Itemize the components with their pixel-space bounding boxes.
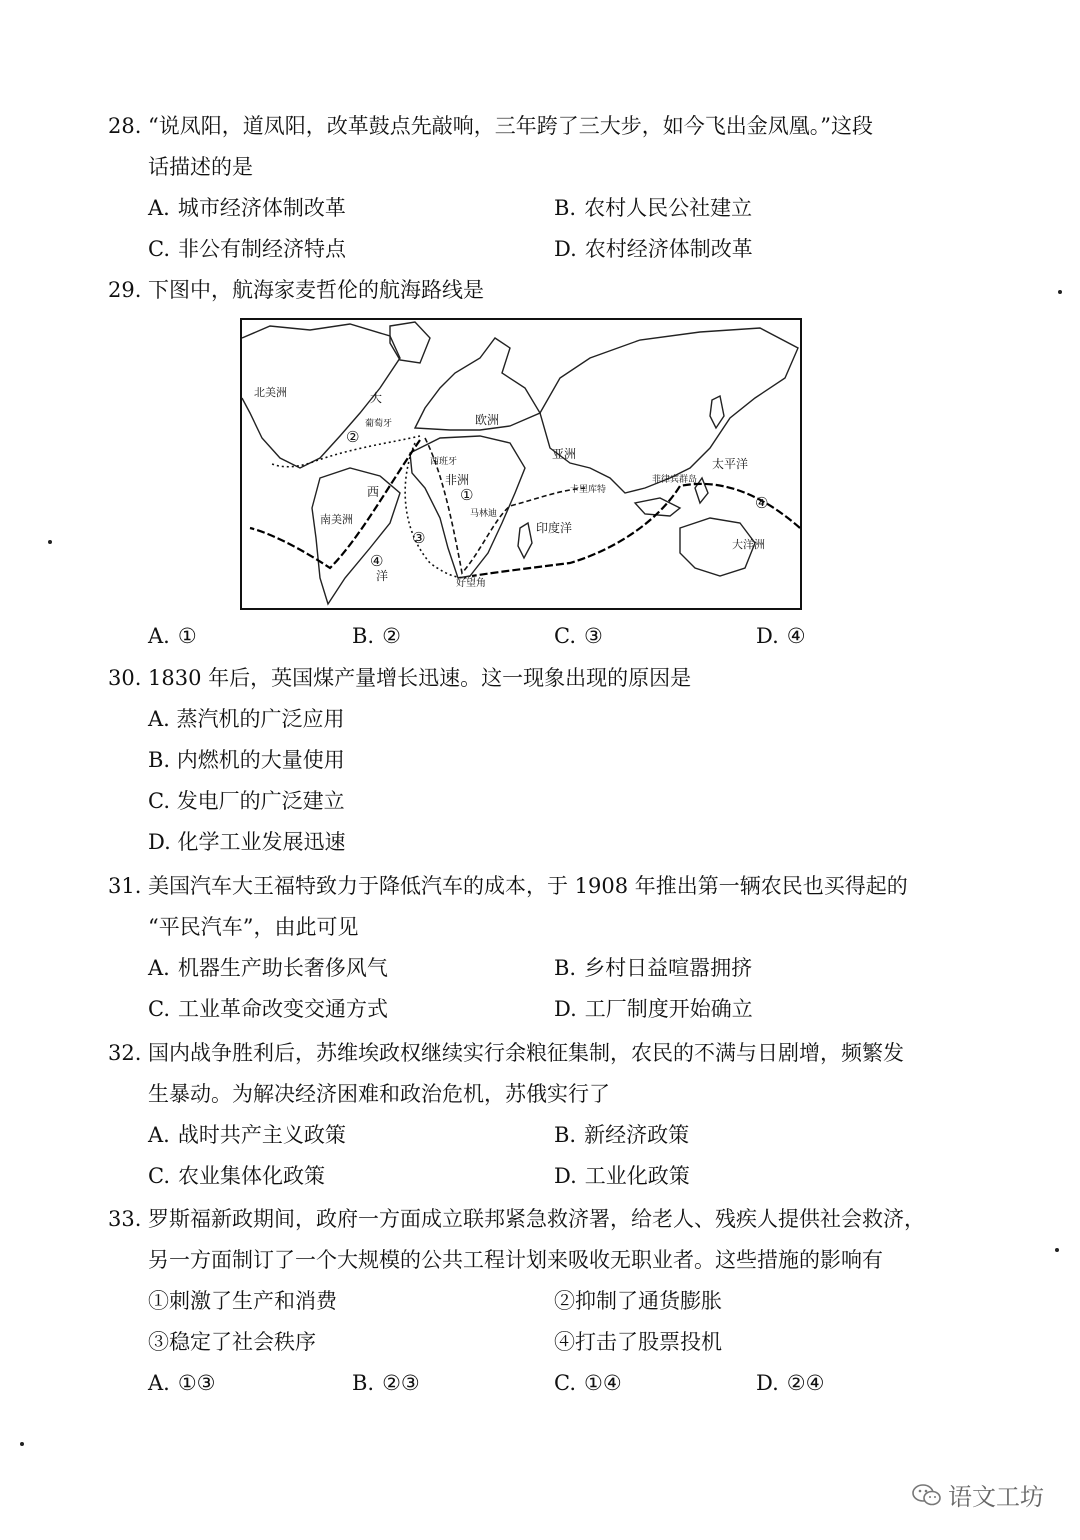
- option-c: C. ③: [554, 624, 603, 648]
- question-stem: 1830 年后，英国煤产量增长迅速。这一现象出现的原因是: [148, 666, 692, 690]
- options-row: [108, 1156, 948, 1197]
- label-europe: 欧洲: [475, 413, 500, 427]
- question-number: 31.: [108, 874, 142, 898]
- option-c: C. ①④: [554, 1371, 622, 1395]
- scan-speck: [48, 540, 52, 544]
- label-asia: 亚洲: [552, 447, 577, 461]
- options-row: [108, 229, 948, 270]
- scan-speck: [1058, 290, 1062, 294]
- option-b: B. 内燃机的大量使用: [148, 748, 345, 772]
- route-label-3: ③: [412, 529, 426, 547]
- label-pacific: 太平洋: [712, 457, 749, 471]
- option-a: A. ①: [148, 624, 197, 648]
- question-stem-cont: 另一方面制订了一个大规模的公共工程计划来吸收无职业者。这些措施的影响有: [148, 1248, 883, 1272]
- option-b: B. 新经济政策: [554, 1123, 690, 1147]
- options-row: [108, 948, 948, 989]
- scan-speck: [20, 1442, 24, 1446]
- label-malindi: 马林迪: [470, 509, 498, 519]
- label-cape: 好望角: [456, 578, 486, 589]
- question-number: 32.: [108, 1041, 142, 1065]
- option-d: D. ②④: [756, 1371, 825, 1395]
- statement-4: ④打击了股票投机: [554, 1330, 722, 1354]
- label-calicut: 卡里库特: [570, 485, 607, 495]
- option-b: B. ②③: [352, 1371, 420, 1395]
- label-indian-ocean: 印度洋: [536, 521, 573, 535]
- statement-3: ③稳定了社会秩序: [148, 1330, 316, 1354]
- question-29: [108, 270, 948, 311]
- options-row: [108, 1363, 948, 1404]
- scan-speck: [1055, 1248, 1059, 1252]
- option-c: C. 农业集体化政策: [148, 1164, 325, 1188]
- watermark-text: 语文工坊: [948, 1483, 1044, 1511]
- option-d: D. 工业化政策: [554, 1164, 690, 1188]
- option-d: D. ④: [756, 624, 806, 648]
- question-number: 30.: [108, 666, 142, 690]
- voyage-map: [240, 318, 802, 610]
- option-b: B. 乡村日益喧嚣拥挤: [554, 956, 753, 980]
- question-30: [108, 658, 948, 863]
- label-africa: 非洲: [445, 473, 470, 487]
- route-label-4-west: ④: [370, 552, 384, 570]
- question-stem: 美国汽车大王福特致力于降低汽车的成本，于 1908 年推出第一辆农民也买得起的: [148, 874, 908, 898]
- options-row: [108, 616, 948, 657]
- options-row: [108, 1115, 948, 1156]
- option-a: A. 城市经济体制改革: [148, 196, 346, 220]
- option-d: D. 工厂制度开始确立: [554, 997, 753, 1021]
- question-stem-cont: 生暴动。为解决经济困难和政治危机，苏俄实行了: [148, 1082, 610, 1106]
- option-b: B. 农村人民公社建立: [554, 196, 753, 220]
- statement-1: ①刺激了生产和消费: [148, 1289, 337, 1313]
- label-da: 大: [370, 391, 383, 405]
- label-philippines: 菲律宾群岛: [652, 475, 698, 485]
- label-portugal: 葡萄牙: [365, 419, 393, 429]
- option-c: C. 工业革命改变交通方式: [148, 997, 388, 1021]
- label-north-america: 北美洲: [254, 386, 287, 399]
- route-label-1: ①: [460, 486, 474, 504]
- question-stem: “说凤阳，道凤阳，改革鼓点先敲响，三年跨了三大步，如今飞出金凤凰。”这段: [148, 114, 873, 138]
- statement-2: ②抑制了通货膨胀: [554, 1289, 722, 1313]
- option-a: A. 机器生产助长奢侈风气: [148, 956, 388, 980]
- route-label-2: ②: [346, 428, 360, 446]
- option-d: D. 化学工业发展迅速: [148, 830, 346, 854]
- option-a: A. 战时共产主义政策: [148, 1123, 346, 1147]
- statements-row: [108, 1322, 948, 1363]
- question-stem-cont: “平民汽车”，由此可见: [148, 915, 359, 939]
- label-spain: 西班牙: [430, 457, 458, 467]
- route-label-4-east: ④: [755, 494, 769, 512]
- question-number: 28.: [108, 114, 142, 138]
- label-yang: 洋: [376, 569, 389, 583]
- question-33: [108, 1199, 948, 1404]
- question-stem: 国内战争胜利后，苏维埃政权继续实行余粮征集制，农民的不满与日剧增，频繁发: [148, 1041, 904, 1065]
- option-a: A. ①③: [148, 1371, 216, 1395]
- option-a: A. 蒸汽机的广泛应用: [148, 707, 345, 731]
- label-oceania: 大洋洲: [732, 538, 765, 551]
- question-29-options: [108, 616, 948, 657]
- question-28: [108, 106, 948, 270]
- question-32: [108, 1033, 948, 1197]
- option-d: D. 农村经济体制改革: [554, 237, 753, 261]
- label-xi: 西: [367, 485, 380, 499]
- question-stem: 罗斯福新政期间，政府一方面成立联邦紧急救济署，给老人、残疾人提供社会救济，: [148, 1207, 925, 1231]
- option-c: C. 非公有制经济特点: [148, 237, 346, 261]
- label-south-america: 南美洲: [320, 513, 353, 526]
- wechat-icon: [912, 1483, 942, 1507]
- question-stem-cont: 话描述的是: [148, 155, 253, 179]
- question-31: [108, 866, 948, 1030]
- options-row: [108, 989, 948, 1030]
- question-number: 29.: [108, 278, 142, 302]
- option-c: C. 发电厂的广泛建立: [148, 789, 345, 813]
- question-stem: 下图中，航海家麦哲伦的航海路线是: [148, 278, 484, 302]
- option-b: B. ②: [352, 624, 401, 648]
- statements-row: [108, 1281, 948, 1322]
- watermark: [912, 1477, 1044, 1512]
- options-row: [108, 188, 948, 229]
- question-number: 33.: [108, 1207, 142, 1231]
